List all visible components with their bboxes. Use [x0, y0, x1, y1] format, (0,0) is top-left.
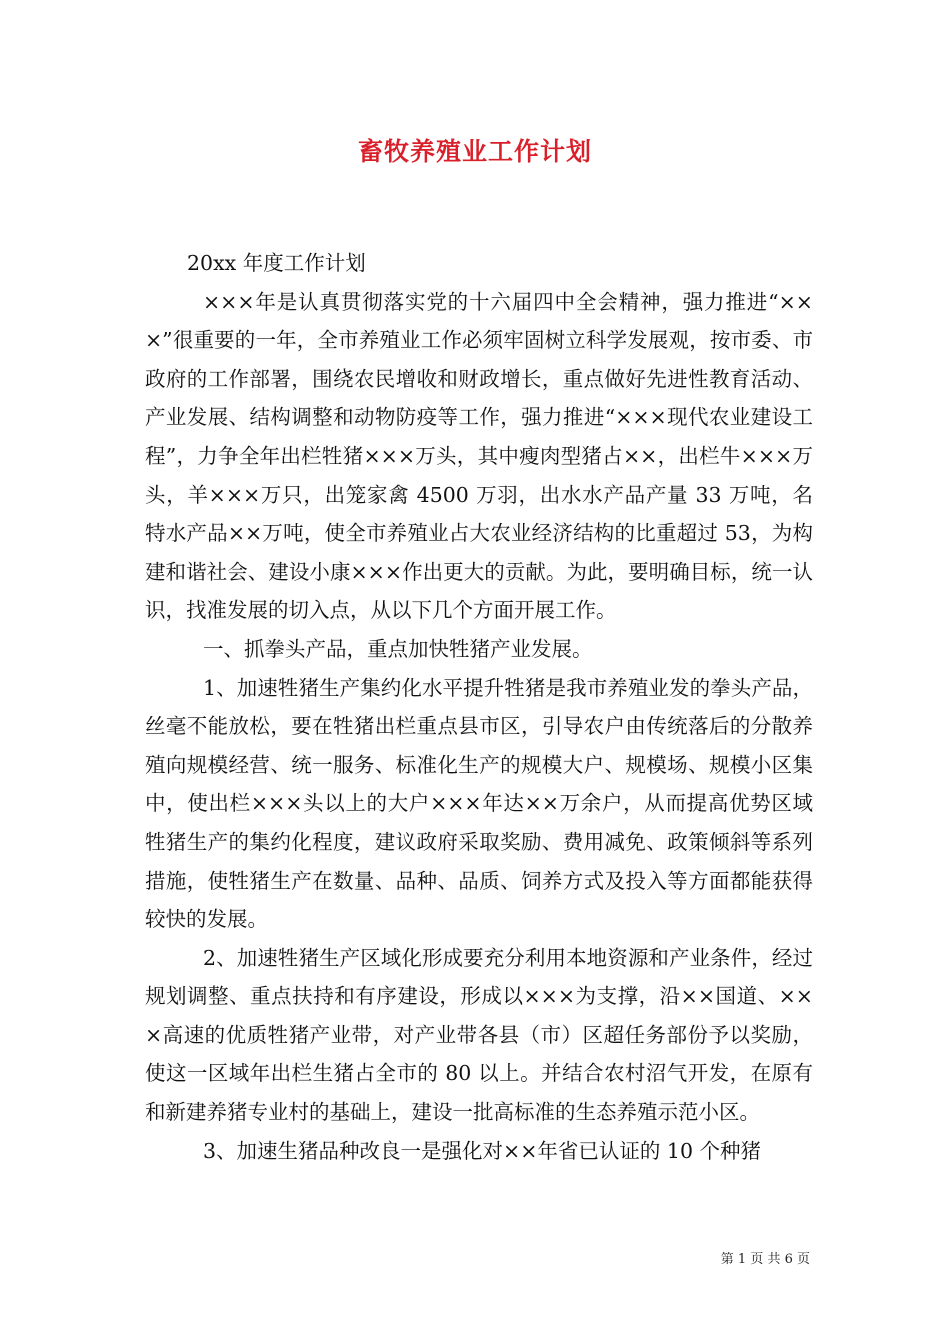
section-heading-1: 一、抓拳头产品，重点加快牲猪产业发展。	[203, 636, 593, 661]
item-paragraph-3: 3、加速生猪品种改良一是强化对××年省已认证的 10 个种猪	[203, 1138, 762, 1163]
year-plan-label: 20xx 年度工作计划	[187, 251, 366, 275]
intro-paragraph: ×××年是认真贯彻落实党的十六届四中全会精神，强力推进“×××”很重要的一年，全市养殖业工作必须牢固树立科学发展观，按市委、市政府的工作部署，围绕农民增收和财政增长，重点做好先进性教育活动、产业发展、结构调整和动物防疫等工作，强力推进“×××现代农业建设工程”，力争全年出栏牲猪×××万头，其中瘦肉型猪占××，出栏牛×××万头，羊×××万只，出笼家禽 4500 万羽，出水水产品产量 33 万吨，名特水产品××万吨，使全市养殖业占大农业经济结构的比重超过 53，为构建和谐社会、建设小康×××作出更大的贡献。为此，要明确目标，统一认识，找准发展的切入点，从以下几个方面开展工作。	[145, 289, 813, 623]
document-body	[145, 244, 813, 1170]
page-number-footer: 第 1 页 共 6 页	[720, 1252, 810, 1267]
item-paragraph-1: 1、加速牲猪生产集约化水平提升牲猪是我市养殖业发的拳头产品，丝毫不能放松，要在牲猪出栏重点县市区，引导农户由传统落后的分散养殖向规模经营、统一服务、标准化生产的规模大户、规模场、规模小区集中，使出栏×××头以上的大户×××年达××万余户，从而提高优势区域牲猪生产的集约化程度，建议政府采取奖励、费用减免、政策倾斜等系列措施，使牲猪生产在数量、品种、品质、饲养方式及投入等方面都能获得较快的发展。	[145, 675, 813, 932]
document-title: 畜牧养殖业工作计划	[357, 137, 592, 166]
item-paragraph-2: 2、加速牲猪生产区域化形成要充分利用本地资源和产业条件，经过规划调整、重点扶持和有序建设，形成以×××为支撑，沿××国道、×××高速的优质牲猪产业带，对产业带各县（市）区超任务部份予以奖励，使这一区域年出栏生猪占全市的 80 以上。并结合农村沼气开发，在原有和新建养猪专业村的基础上，建设一批高标准的生态养殖示范小区。	[145, 945, 813, 1125]
